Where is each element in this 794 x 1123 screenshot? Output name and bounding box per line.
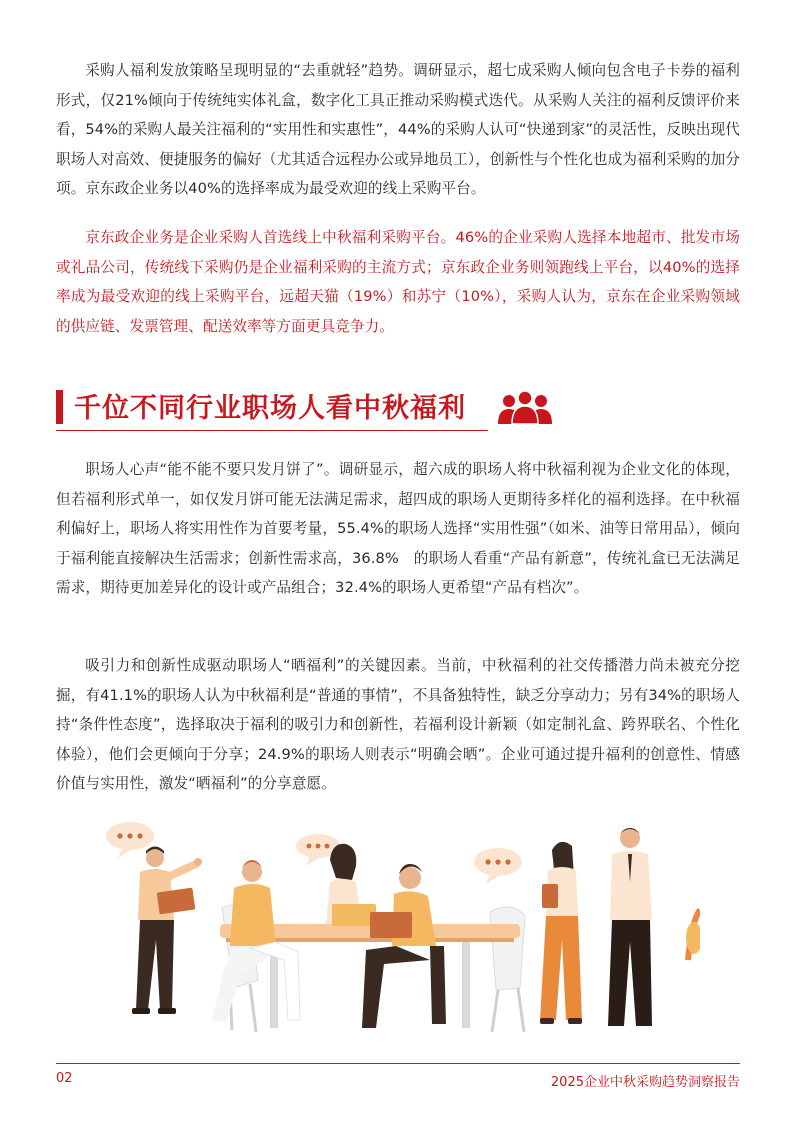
paragraph-buyer-strategy: 采购人福利发放策略呈现明显的“去重就轻”趋势。调研显示，超七成采购人倾向包含电子卡券的福利形式，仅21%倾向于传统纯实体礼盒，数字化工具正推动采购模式迭代。从采购人关注的福利反馈评价来看，54%的采购人最关注福利的“实用性和实惠性”，44%的采购人认可“快递到家”的灵活性，反映出现代职场人对高效、便捷服务的偏好（尤其适合远程办公或异地员工），创新性与个性化也成为福利采购的加分项。京东政企业务以40%的选择率成为最受欢迎的线上采购平台。 [56,62,740,197]
section-title: 千位不同行业职场人看中秋福利 [74,393,466,424]
plant-icon [686,910,700,960]
section-header [56,384,556,436]
office-meeting-illustration [100,820,700,1050]
paragraph-employee-voice: 职场人心声“能不能不要只发月饼了”。调研显示，超六成的职场人将中秋福利视为企业文化的体现，但若福利形式单一，如仅发月饼可能无法满足需求，超四成的职场人更期待多样化的福利选择。在中秋福利偏好上，职场人将实用性作为首要考量，55.4%的职场人选择“实用性强”（如米、油等日常用品），倾向于福利能直接解决生活需求；创新性需求高，36.8% 的职场人看重“产品有新意”，传统礼盒已无法满足需求，期待更加差异化的设计或产品组合；32.4%的职场人更希望“产品有档次”。 [56,461,740,596]
footer-divider [56,1063,740,1064]
person-figure [362,864,446,1028]
paragraph-sharing-drivers: 吸引力和创新性成驱动职场人“晒福利”的关键因素。当前，中秋福利的社交传播潜力尚未被充分挖掘，有41.1%的职场人认为中秋福利是“普通的事情”，不具备独特性，缺乏分享动力；另有34%的职场人持“条件性态度”，选择取决于福利的吸引力和创新性，若福利设计新颖（如定制礼盒、跨界联名、个性化体验），他们会更倾向于分享；24.9%的职场人则表示“明确会晒”。企业可通过提升福利的创意性、情感价值与实用性，激发“晒福利”的分享意愿。 [56,657,740,792]
page-number: 02 [56,1071,73,1086]
section-accent-bar [56,390,63,424]
speech-bubble-icon [474,848,522,884]
paragraph-jd-platform-highlight: 京东政企业务是企业采购人首选线上中秋福利采购平台。46%的企业采购人选择本地超市、批发市场或礼品公司，传统线下采购仍是企业福利采购的主流方式；京东政企业务则领跑线上平台，以40%的选择率成为最受欢迎的线上采购平台，远超天猫（19%）和苏宁（10%），采购人认为，京东在企业采购领域的供应链、发票管理、配送效率等方面更具竞争力。 [56,229,740,335]
person-figure [608,828,652,1026]
report-title: 2025企业中秋采购趋势洞察报告 [550,1075,740,1090]
people-group-icon [496,390,554,426]
section-underline [56,430,488,431]
person-figure [540,842,582,1024]
person-figure [132,847,202,1015]
person-figure [326,844,376,926]
